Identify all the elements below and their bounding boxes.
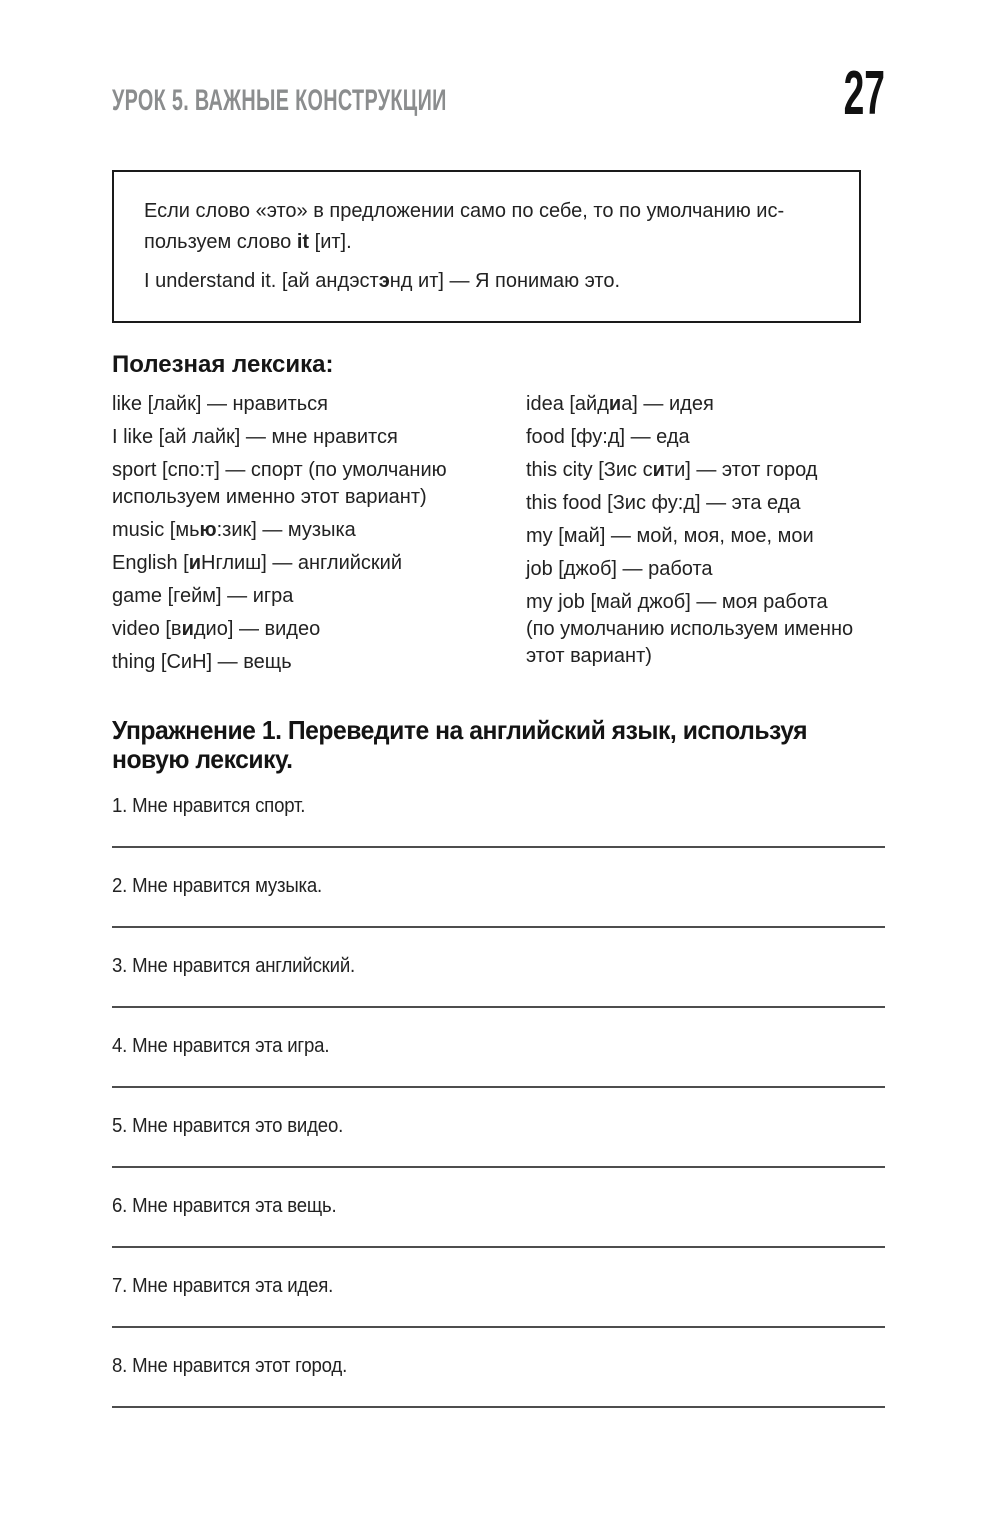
text-run: my [май] — мой, моя, мое, мои: [526, 525, 814, 548]
text-run: а] — идея: [621, 393, 714, 416]
vocabulary-entry: [526, 457, 885, 484]
text-run: Упражнение 1. Переведите на английский язык, используя: [112, 715, 808, 746]
exercise-list: [112, 794, 885, 1408]
exercise-item: [112, 1274, 885, 1328]
exercise-item: [112, 954, 885, 1008]
text-run: нд ит] — Я понимаю это.: [389, 270, 621, 293]
vocabulary-column-left: [112, 391, 526, 682]
text-run: ти] — этот город: [664, 459, 818, 482]
vocabulary-entry: [526, 589, 885, 670]
note-paragraph: [144, 266, 831, 297]
text-run: music [мь: [112, 519, 200, 542]
text-run: this food [Зис фу:д] — эта еда: [526, 492, 801, 515]
answer-line: [112, 926, 885, 928]
exercise-item: [112, 1194, 885, 1248]
answer-line: [112, 1246, 885, 1248]
text-run: I like [ай лайк] — мне нравится: [112, 426, 398, 449]
exercise-item: [112, 1354, 885, 1408]
text-run: (по умолчанию используем именно: [526, 618, 854, 641]
exercise-item-text: 7. Мне нравится эта идея.: [112, 1275, 334, 1298]
answer-line: [112, 1086, 885, 1088]
text-run: sport [спо:т] — спорт (по умолчанию: [112, 459, 447, 482]
exercise-heading: [112, 716, 846, 774]
vocabulary-entry: [526, 556, 885, 583]
grammar-note-box: [112, 170, 861, 323]
text-run: video [в: [112, 618, 182, 641]
text-run: [ит].: [309, 231, 352, 254]
book-page: [0, 59, 1000, 1521]
note-paragraph: [144, 196, 831, 258]
vocabulary-entry: [112, 517, 526, 544]
vocabulary-entry: [526, 391, 885, 418]
vocabulary-heading: Полезная лексика:: [112, 351, 334, 379]
text-run: этот вариант): [526, 645, 652, 668]
exercise-item-text: 8. Мне нравится этот город.: [112, 1355, 348, 1378]
text-run: English [: [112, 552, 189, 575]
stressed-letter: it: [296, 231, 310, 254]
text-run: используем именно этот вариант): [112, 486, 427, 509]
vocabulary-entry: [526, 523, 885, 550]
text-run: game [гейм] — игра: [112, 585, 294, 608]
text-run: food [фу:д] — еда: [526, 426, 690, 449]
vocabulary-entry: [112, 424, 526, 451]
text-run: I understand it. [ай андэст: [144, 270, 379, 293]
exercise-item-text: 6. Мне нравится эта вещь.: [112, 1195, 337, 1218]
answer-line: [112, 846, 885, 848]
vocabulary-entry: [526, 424, 885, 451]
answer-line: [112, 1326, 885, 1328]
text-run: :зик] — музыка: [216, 519, 356, 542]
vocabulary-entry: [112, 391, 526, 418]
text-run: thing [СиН] — вещь: [112, 651, 292, 674]
exercise-item: [112, 1034, 885, 1088]
text-run: this city [Зис с: [526, 459, 653, 482]
text-run: my job [май джоб] — моя работа: [526, 591, 828, 614]
text-run: like [лайк] — нравиться: [112, 393, 329, 416]
stressed-letter: и: [181, 618, 194, 641]
answer-line: [112, 1166, 885, 1168]
stressed-letter: и: [188, 552, 202, 575]
text-run: дио] — видео: [193, 618, 321, 641]
exercise-item-text: 4. Мне нравится эта игра.: [112, 1035, 330, 1058]
text-run: пользуем слово: [144, 231, 297, 254]
exercise-item-text: 1. Мне нравится спорт.: [112, 795, 306, 818]
stressed-letter: э: [378, 270, 390, 293]
text-run: Нглиш] — английский: [201, 552, 403, 575]
stressed-letter: и: [608, 393, 622, 416]
text-run: job [джоб] — работа: [526, 558, 713, 581]
exercise-item: [112, 874, 885, 928]
answer-line: [112, 1406, 885, 1408]
vocabulary-columns: [112, 391, 885, 682]
exercise-item-text: 5. Мне нравится это видео.: [112, 1115, 344, 1138]
vocabulary-entry: [112, 457, 526, 511]
exercise-item-text: 2. Мне нравится музыка.: [112, 875, 323, 898]
stressed-letter: ю: [199, 519, 217, 542]
text-run: Если слово «это» в предложении само по себе, то по умолчанию ис-: [144, 200, 785, 223]
answer-line: [112, 1006, 885, 1008]
stressed-letter: и: [652, 459, 665, 482]
text-run: idea [айд: [526, 393, 609, 416]
vocabulary-entry: [112, 649, 526, 676]
page-header: [112, 59, 885, 128]
text-run: новую лексику.: [112, 744, 293, 775]
vocabulary-entry: [526, 490, 885, 517]
exercise-item: [112, 794, 885, 848]
exercise-item-text: 3. Мне нравится английский.: [112, 955, 356, 978]
exercise-item: [112, 1114, 885, 1168]
vocabulary-column-right: [526, 391, 885, 682]
lesson-title: УРОК 5. ВАЖНЫЕ КОНСТРУКЦИИ: [112, 84, 447, 118]
page-number: 27: [843, 59, 885, 128]
vocabulary-entry: [112, 616, 526, 643]
vocabulary-entry: [112, 583, 526, 610]
vocabulary-entry: [112, 550, 526, 577]
